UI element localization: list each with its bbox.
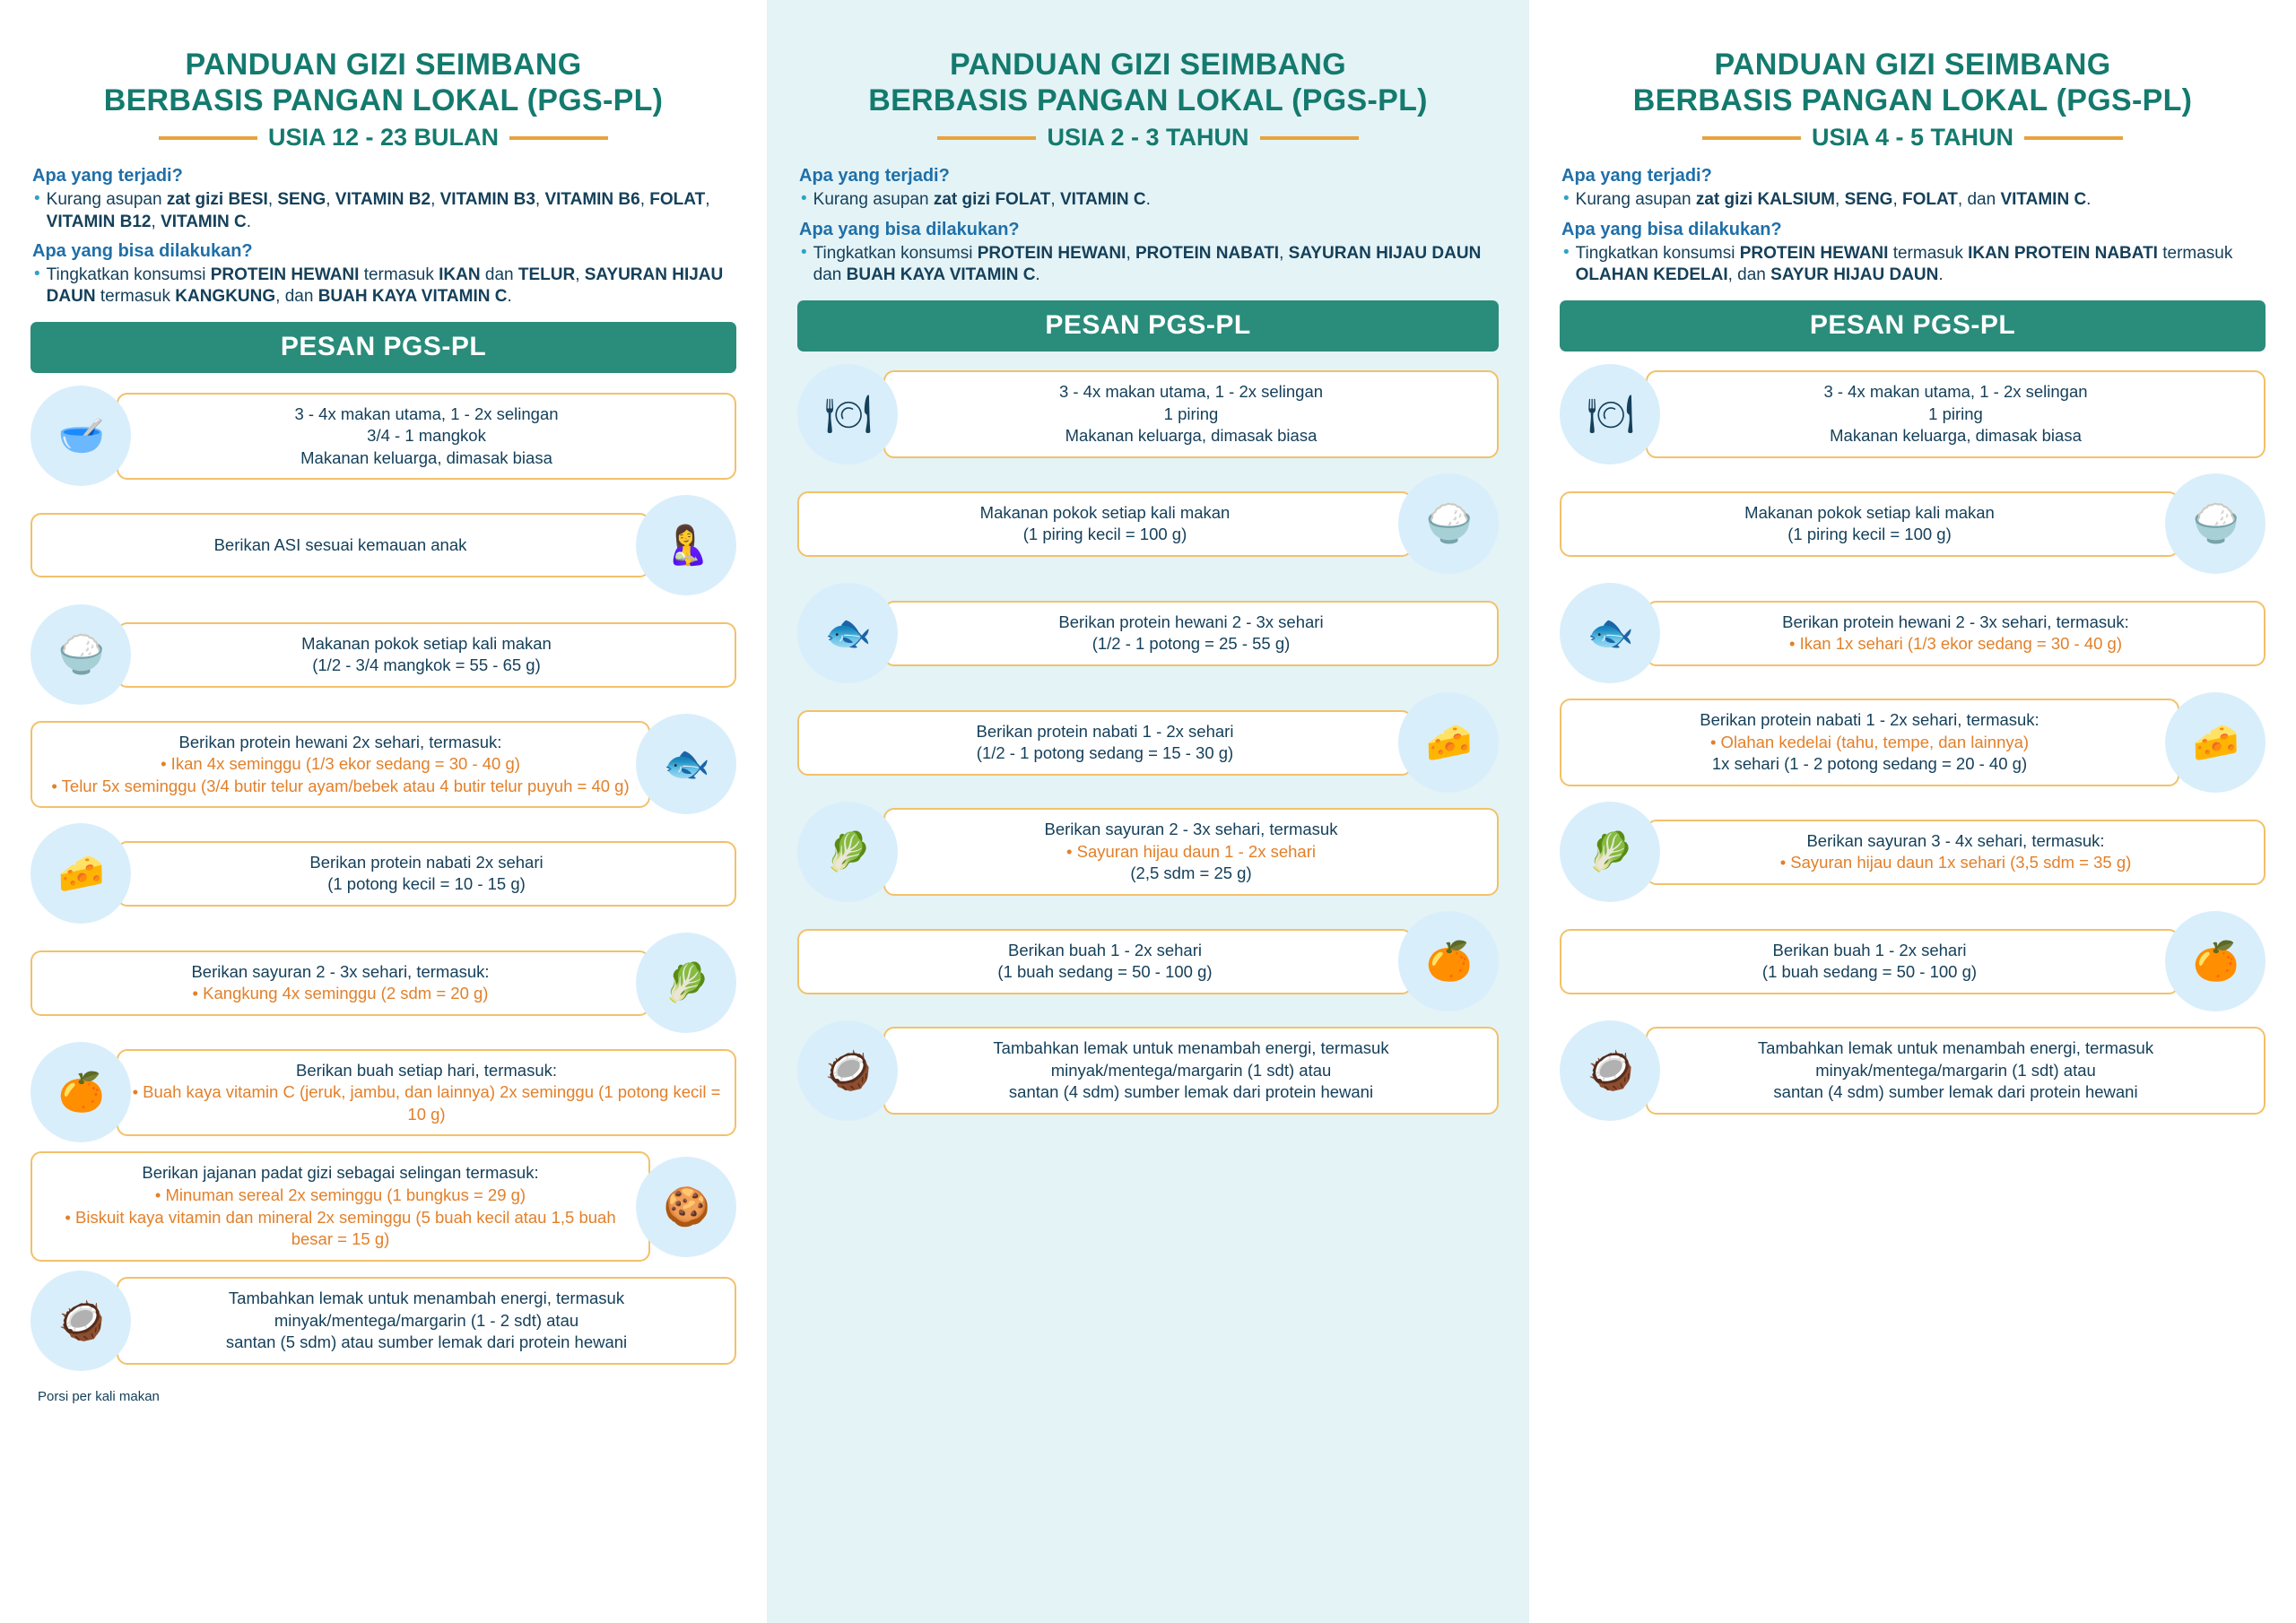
age-range-label: USIA 12 - 23 BULAN [267,124,500,152]
message-line: Berikan protein nabati 1 - 2x sehari [976,721,1234,741]
pesan-banner: PESAN PGS-PL [1560,300,2266,352]
age-range-row [30,124,736,152]
age-range-label: USIA 4 - 5 TAHUN [1811,124,2014,152]
message-line: Berikan buah setiap hari, termasuk: [295,1060,557,1080]
message-line: • Olahan kedelai (tahu, tempe, dan lainnya) [1709,732,2030,751]
question-1-heading: Apa yang terjadi? [32,166,183,187]
message-list [1560,364,2266,1130]
age-range-label: USIA 2 - 3 TAHUN [1047,124,1249,152]
message-line: (1/2 - 3/4 mangkok = 55 - 65 g) [312,655,541,675]
message-line: • Kangkung 4x seminggu (2 sdm = 20 g) [192,984,489,1003]
message-card [117,841,736,907]
message-card [30,721,650,809]
question-2-heading: Apa yang bisa dilakukan? [799,219,1020,239]
breastfeeding-mother-icon: 🤱 [636,495,736,595]
vegetables-icon: 🥬 [797,802,898,902]
list-item [797,583,1499,683]
message-line: • Sayuran hijau daun 1 - 2x sehari [1066,841,1316,861]
animal-protein-fish-egg-icon: 🐟 [797,583,898,683]
question-1-heading: Apa yang terjadi? [799,166,950,187]
message-card [797,929,1413,994]
plant-protein-tofu-tempe-icon: 🧀 [2165,692,2266,793]
message-list [30,386,736,1379]
message-line: (1 buah sedang = 50 - 100 g) [1761,962,1978,982]
bullet-dot-icon: • [1563,189,1570,209]
bullet-dot-icon: • [801,189,807,209]
oil-coconut-butter-icon: 🥥 [30,1271,131,1371]
vegetables-icon: 🥬 [1560,802,1660,902]
message-card [883,370,1499,458]
message-line: minyak/mentega/margarin (1 sdt) atau [1050,1060,1332,1080]
message-line: Makanan keluarga, dimasak biasa [1830,426,2082,446]
question-1-heading: Apa yang terjadi? [1561,166,1712,187]
list-item [30,1151,736,1261]
list-item [1560,692,2266,793]
list-item [1560,364,2266,464]
rule-right [1260,136,1359,140]
bullet-dot-icon: • [1563,242,1570,262]
message-line: (1/2 - 1 potong sedang = 15 - 30 g) [976,743,1234,763]
list-item [30,1271,736,1371]
animal-protein-fish-egg-icon: 🐟 [636,714,736,814]
message-card [117,622,736,688]
list-item [1560,802,2266,902]
message-card [1560,491,2179,557]
message-line: • Telur 5x seminggu (3/4 butir telur ayam/bebek atau 4 butir telur puyuh = 40 g) [51,776,630,795]
plate-family-food-icon: 🍽 [797,364,898,464]
message-card [117,393,736,481]
message-line: Berikan ASI sesuai kemauan anak [213,535,467,555]
message-line: • Minuman sereal 2x seminggu (1 bungkus = 29 g) [154,1185,526,1205]
list-item [797,911,1499,1011]
message-line: Berikan sayuran 2 - 3x sehari, termasuk [1044,820,1338,839]
snack-cereal-biscuit-icon: 🍪 [636,1157,736,1257]
message-card [797,491,1413,557]
bullet-dot-icon: • [34,189,40,209]
title-line-2: BERBASIS PANGAN LOKAL (PGS-PL) [868,83,1428,118]
message-card [1646,820,2266,885]
message-line: Berikan protein hewani 2 - 3x sehari [1058,612,1324,631]
message-card [117,1277,736,1365]
title-line-1: PANDUAN GIZI SEIMBANG [1714,48,2111,82]
message-card [1646,370,2266,458]
message-card [30,950,650,1016]
message-line: minyak/mentega/margarin (1 - 2 sdt) atau [274,1310,579,1330]
plate-family-food-icon: 🍽 [1560,364,1660,464]
message-line: 3 - 4x makan utama, 1 - 2x selingan [1058,382,1324,402]
message-line: minyak/mentega/margarin (1 sdt) atau [1815,1060,2096,1080]
bullet-dot-icon: • [34,264,40,283]
fruits-icon: 🍊 [2165,911,2266,1011]
message-line: 3/4 - 1 mangkok [367,426,486,446]
message-line: Tambahkan lemak untuk menambah energi, termasuk [1757,1038,2154,1058]
message-card [1646,601,2266,666]
fruits-icon: 🍊 [1398,911,1499,1011]
message-line: • Biskuit kaya vitamin dan mineral 2x seminggu (5 buah kecil atau 1,5 buah besar = 15 g) [65,1207,616,1249]
list-item [30,495,736,595]
question-1-bullet: • Kurang asupan zat gizi FOLAT, VITAMIN C. [797,189,1499,211]
rule-left [937,136,1036,140]
message-line: Berikan buah 1 - 2x sehari [1008,940,1202,959]
message-card [117,1049,736,1137]
message-line: (1 potong kecil = 10 - 15 g) [327,874,526,894]
staple-food-rice-flour-icon: 🍚 [30,604,131,705]
question-1-bullet: • Kurang asupan zat gizi BESI, SENG, VITAMIN B2, VITAMIN B3, VITAMIN B6, FOLAT, VITAMIN B12, VITAMIN C. [30,189,736,233]
question-2-heading: Apa yang bisa dilakukan? [32,240,253,261]
header-block [1560,47,2266,152]
message-card [30,513,650,577]
message-line: 3 - 4x makan utama, 1 - 2x selingan [1823,382,2088,402]
list-item [797,1020,1499,1121]
message-line: santan (5 sdm) atau sumber lemak dari protein hewani [225,1332,628,1352]
message-line: (2,5 sdm = 25 g) [1130,864,1252,883]
question-2-bullet: • Tingkatkan konsumsi PROTEIN HEWANI termasuk IKAN dan TELUR, SAYURAN HIJAU DAUN termasuk KANGKUNG, dan BUAH KAYA VITAMIN C. [30,265,736,308]
list-item [797,692,1499,793]
message-card [1560,929,2179,994]
message-line: • Buah kaya vitamin C (jeruk, jambu, dan lainnya) 2x seminggu (1 potong kecil = 10 g) [132,1082,721,1124]
message-line: 1 piring [1928,404,1983,423]
footnote: Porsi per kali makan [38,1388,160,1404]
message-line: santan (4 sdm) sumber lemak dari protein hewani [1773,1082,2138,1102]
message-card [883,808,1499,896]
question-2-heading: Apa yang bisa dilakukan? [1561,219,1782,239]
message-line: Makanan pokok setiap kali makan [301,633,552,653]
message-line: santan (4 sdm) sumber lemak dari protein hewani [1008,1082,1374,1102]
title-line-1: PANDUAN GIZI SEIMBANG [185,48,582,82]
plant-protein-tofu-tempe-icon: 🧀 [1398,692,1499,793]
rule-left [1702,136,1801,140]
bowl-porridge-icon: 🥣 [30,386,131,486]
plant-protein-tofu-tempe-icon: 🧀 [30,823,131,924]
message-line: Berikan protein nabati 1 - 2x sehari, termasuk: [1700,710,2039,730]
message-line: Berikan buah 1 - 2x sehari [1772,940,1967,959]
message-line: 3 - 4x makan utama, 1 - 2x selingan [294,404,559,423]
message-card [1646,1027,2266,1115]
message-line: 1 piring [1163,404,1219,423]
oil-coconut-butter-icon: 🥥 [1560,1020,1660,1121]
message-line: (1/2 - 1 potong = 25 - 55 g) [1091,634,1291,654]
list-item [797,364,1499,464]
list-item [30,823,736,924]
title-line-1: PANDUAN GIZI SEIMBANG [949,48,1346,82]
message-card [1560,699,2179,786]
message-line: Berikan sayuran 3 - 4x sehari, termasuk: [1806,830,2105,850]
message-line: 1x sehari (1 - 2 potong sedang = 20 - 40 g) [1711,754,2028,774]
list-item [30,1042,736,1142]
list-item [1560,911,2266,1011]
rule-left [159,136,257,140]
column-usia-12-23-bulan [0,0,767,1623]
qa-block [30,166,736,308]
pesan-banner: PESAN PGS-PL [30,322,736,373]
list-item [1560,1020,2266,1121]
question-1-bullet: • Kurang asupan zat gizi KALSIUM, SENG, FOLAT, dan VITAMIN C. [1560,189,2266,211]
rule-right [509,136,608,140]
message-line: • Sayuran hijau daun 1x sehari (3,5 sdm = 35 g) [1779,853,2132,872]
header-block [30,47,736,152]
qa-block [1560,166,2266,286]
message-line: Makanan keluarga, dimasak biasa [1065,426,1318,446]
message-line: Berikan protein nabati 2x sehari [309,852,544,872]
question-2-bullet: • Tingkatkan konsumsi PROTEIN HEWANI, PROTEIN NABATI, SAYURAN HIJAU DAUN dan BUAH KAYA VITAMIN C. [797,243,1499,287]
rule-right [2024,136,2123,140]
message-line: Tambahkan lemak untuk menambah energi, termasuk [228,1288,625,1307]
message-line: Berikan sayuran 2 - 3x sehari, termasuk: [191,961,490,981]
staple-food-rice-flour-icon: 🍚 [1398,473,1499,574]
message-line: Makanan keluarga, dimasak biasa [300,447,552,467]
column-usia-4-5-tahun [1529,0,2296,1623]
list-item [30,714,736,814]
list-item [1560,583,2266,683]
list-item [30,386,736,486]
message-card [30,1151,650,1261]
message-card [883,1027,1499,1115]
age-range-row [1560,124,2266,152]
message-line: (1 piring kecil = 100 g) [1022,525,1187,544]
pesan-banner: PESAN PGS-PL [797,300,1499,352]
message-line: Berikan protein hewani 2 - 3x sehari, termasuk: [1782,612,2129,631]
list-item [797,802,1499,902]
bullet-dot-icon: • [801,242,807,262]
message-line: Berikan jajanan padat gizi sebagai selingan termasuk: [142,1163,539,1183]
staple-food-rice-flour-icon: 🍚 [2165,473,2266,574]
message-line: (1 buah sedang = 50 - 100 g) [997,962,1213,982]
title-line-2: BERBASIS PANGAN LOKAL (PGS-PL) [1632,83,2193,118]
vegetables-icon: 🥬 [636,933,736,1033]
list-item [797,473,1499,574]
message-line: Makanan pokok setiap kali makan [979,502,1231,522]
message-line: Berikan protein hewani 2x sehari, termasuk: [178,732,502,751]
message-card [797,710,1413,776]
age-range-row [797,124,1499,152]
message-list [797,364,1499,1130]
message-line: • Ikan 1x sehari (1/3 ekor sedang = 30 - 40 g) [1788,634,2123,654]
header-block [797,47,1499,152]
oil-coconut-butter-icon: 🥥 [797,1020,898,1121]
message-line: (1 piring kecil = 100 g) [1787,525,1952,544]
question-2-bullet: • Tingkatkan konsumsi PROTEIN HEWANI termasuk IKAN PROTEIN NABATI termasuk OLAHAN KEDELAI, dan SAYUR HIJAU DAUN. [1560,243,2266,287]
fruits-icon: 🍊 [30,1042,131,1142]
column-usia-2-3-tahun [767,0,1529,1623]
message-line: • Ikan 4x seminggu (1/3 ekor sedang = 30 - 40 g) [161,754,520,774]
message-card [883,601,1499,666]
list-item [1560,473,2266,574]
message-line: Tambahkan lemak untuk menambah energi, termasuk [993,1038,1389,1058]
animal-protein-fish-egg-icon: 🐟 [1560,583,1660,683]
title-line-2: BERBASIS PANGAN LOKAL (PGS-PL) [103,83,664,118]
message-line: Makanan pokok setiap kali makan [1744,502,1995,522]
list-item [30,933,736,1033]
list-item [30,604,736,705]
qa-block [797,166,1499,286]
